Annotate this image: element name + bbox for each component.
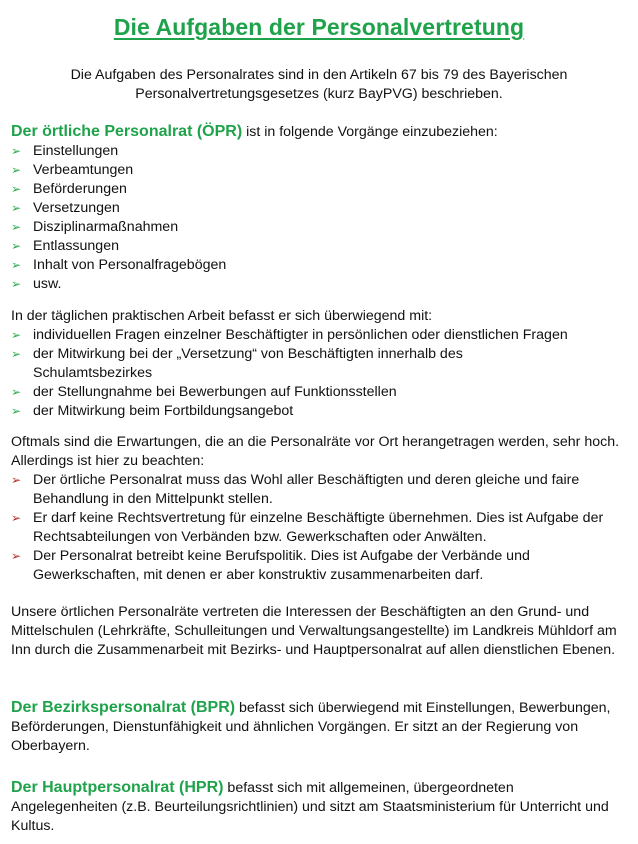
- bpr-text: befasst sich überwiegend mit Einstellungen, Bewerbungen, Beförderungen, Dienstunfähigkeit und ähnlichen Vorgängen. Er sitzt an der Regierung von Oberbayern.: [11, 700, 611, 754]
- arrowhead-bullet-icon: ➢: [11, 473, 22, 487]
- intro-line-1: Die Aufgaben des Personalrates sind in den Artikeln 67 bis 79 des Bayerischen: [70, 67, 568, 83]
- bpr-heading: Der Bezirkspersonalrat (BPR): [11, 699, 236, 716]
- arrowhead-bullet-icon: ➢: [11, 239, 22, 253]
- arrowhead-bullet-icon: ➢: [11, 144, 22, 158]
- list-item: ➢ Entlassungen: [11, 238, 119, 254]
- list-item: ➢ der Stellungnahme bei Bewerbungen auf Funktionsstellen: [11, 384, 397, 400]
- opr-list: [11, 142, 623, 294]
- arrowhead-bullet-icon: ➢: [11, 201, 22, 215]
- arrowhead-bullet-icon: ➢: [11, 182, 22, 196]
- list-item: ➢ Er darf keine Rechtsvertretung für einzelne Beschäftigte übernehmen. Dies ist Aufgabe der Rechtsabteilungen von Verbänden bzw. Gewerkschaften oder Anwälten.: [11, 510, 604, 545]
- hpr-paragraph: [11, 778, 623, 836]
- page-title: Die Aufgaben der Personalvertretung: [113, 14, 525, 40]
- arrowhead-bullet-icon: ➢: [11, 163, 22, 177]
- opr-heading-rest: ist in folgende Vorgänge einzubeziehen:: [242, 124, 498, 140]
- arrowhead-bullet-icon: ➢: [11, 511, 22, 525]
- opr-heading-line: [11, 122, 623, 142]
- list-item: ➢ Verbeamtungen: [11, 162, 134, 178]
- opr-heading: Der örtliche Personalrat (ÖPR): [11, 123, 243, 140]
- hpr-text: befasst sich mit allgemeinen, übergeordneten Angelegenheiten (z.B. Beurteilungsrichtlinien) und sitzt am Staatsministerium für Unterricht und Kultus.: [11, 780, 609, 834]
- list-item: ➢ Versetzungen: [11, 200, 120, 216]
- list-item: ➢ Beförderungen: [11, 181, 127, 197]
- arrowhead-bullet-icon: ➢: [11, 404, 22, 418]
- daily-work-section: [11, 307, 623, 421]
- intro-line-2: Personalvertretungsgesetzes (kurz BayPVG) beschrieben.: [135, 86, 503, 102]
- hpr-heading: Der Hauptpersonalrat (HPR): [11, 779, 224, 796]
- arrowhead-bullet-icon: ➢: [11, 347, 22, 361]
- daily-list: [11, 326, 623, 421]
- expectations-section: [11, 433, 623, 585]
- list-item: ➢ usw.: [11, 276, 62, 292]
- expectations-list: [11, 471, 623, 585]
- list-item: ➢ Der örtliche Personalrat muss das Wohl aller Beschäftigten und deren gleiche und faire Behandlung in den Mittelpunkt stellen.: [11, 472, 580, 507]
- arrowhead-bullet-icon: ➢: [11, 220, 22, 234]
- list-item: ➢ Inhalt von Personalfragebögen: [11, 257, 227, 273]
- arrowhead-bullet-icon: ➢: [11, 258, 22, 272]
- bpr-paragraph: [11, 698, 623, 756]
- expectations-intro: Oftmals sind die Erwartungen, die an die Personalräte vor Ort herangetragen werden, sehr hoch. Allerdings ist hier zu beachten:: [11, 434, 620, 469]
- daily-intro: In der täglichen praktischen Arbeit befasst er sich überwiegend mit:: [11, 308, 433, 324]
- arrowhead-bullet-icon: ➢: [11, 277, 22, 291]
- intro-paragraph: [20, 66, 618, 104]
- arrowhead-bullet-icon: ➢: [11, 549, 22, 563]
- list-item: ➢ individuellen Fragen einzelner Beschäftigter in persönlichen oder dienstlichen Fragen: [11, 327, 568, 343]
- list-item: ➢ der Mitwirkung bei der „Versetzung“ von Beschäftigten innerhalb des Schulamtsbezirkes: [11, 346, 463, 381]
- list-item: ➢ Einstellungen: [11, 143, 119, 159]
- list-item: ➢ der Mitwirkung beim Fortbildungsangebot: [11, 403, 294, 419]
- arrowhead-bullet-icon: ➢: [11, 385, 22, 399]
- local-representatives-paragraph: Unsere örtlichen Personalräte vertreten die Interessen der Beschäftigten an den Grund- und Mittelschulen (Lehrkräfte, Schulleitungen und Verwaltungsangestellte) im Landkreis Mühldorf am Inn durch die Zusammenarbeit mit Bezirks- und Hauptpersonalrat auf allen dienstlichen Ebenen.: [11, 604, 617, 658]
- arrowhead-bullet-icon: ➢: [11, 328, 22, 342]
- list-item: ➢ Der Personalrat betreibt keine Berufspolitik. Dies ist Aufgabe der Verbände und Gewerkschaften, mit denen er aber konstruktiv zusammenarbeiten darf.: [11, 548, 530, 583]
- list-item: ➢ Disziplinarmaßnahmen: [11, 219, 179, 235]
- opr-section: [11, 122, 623, 294]
